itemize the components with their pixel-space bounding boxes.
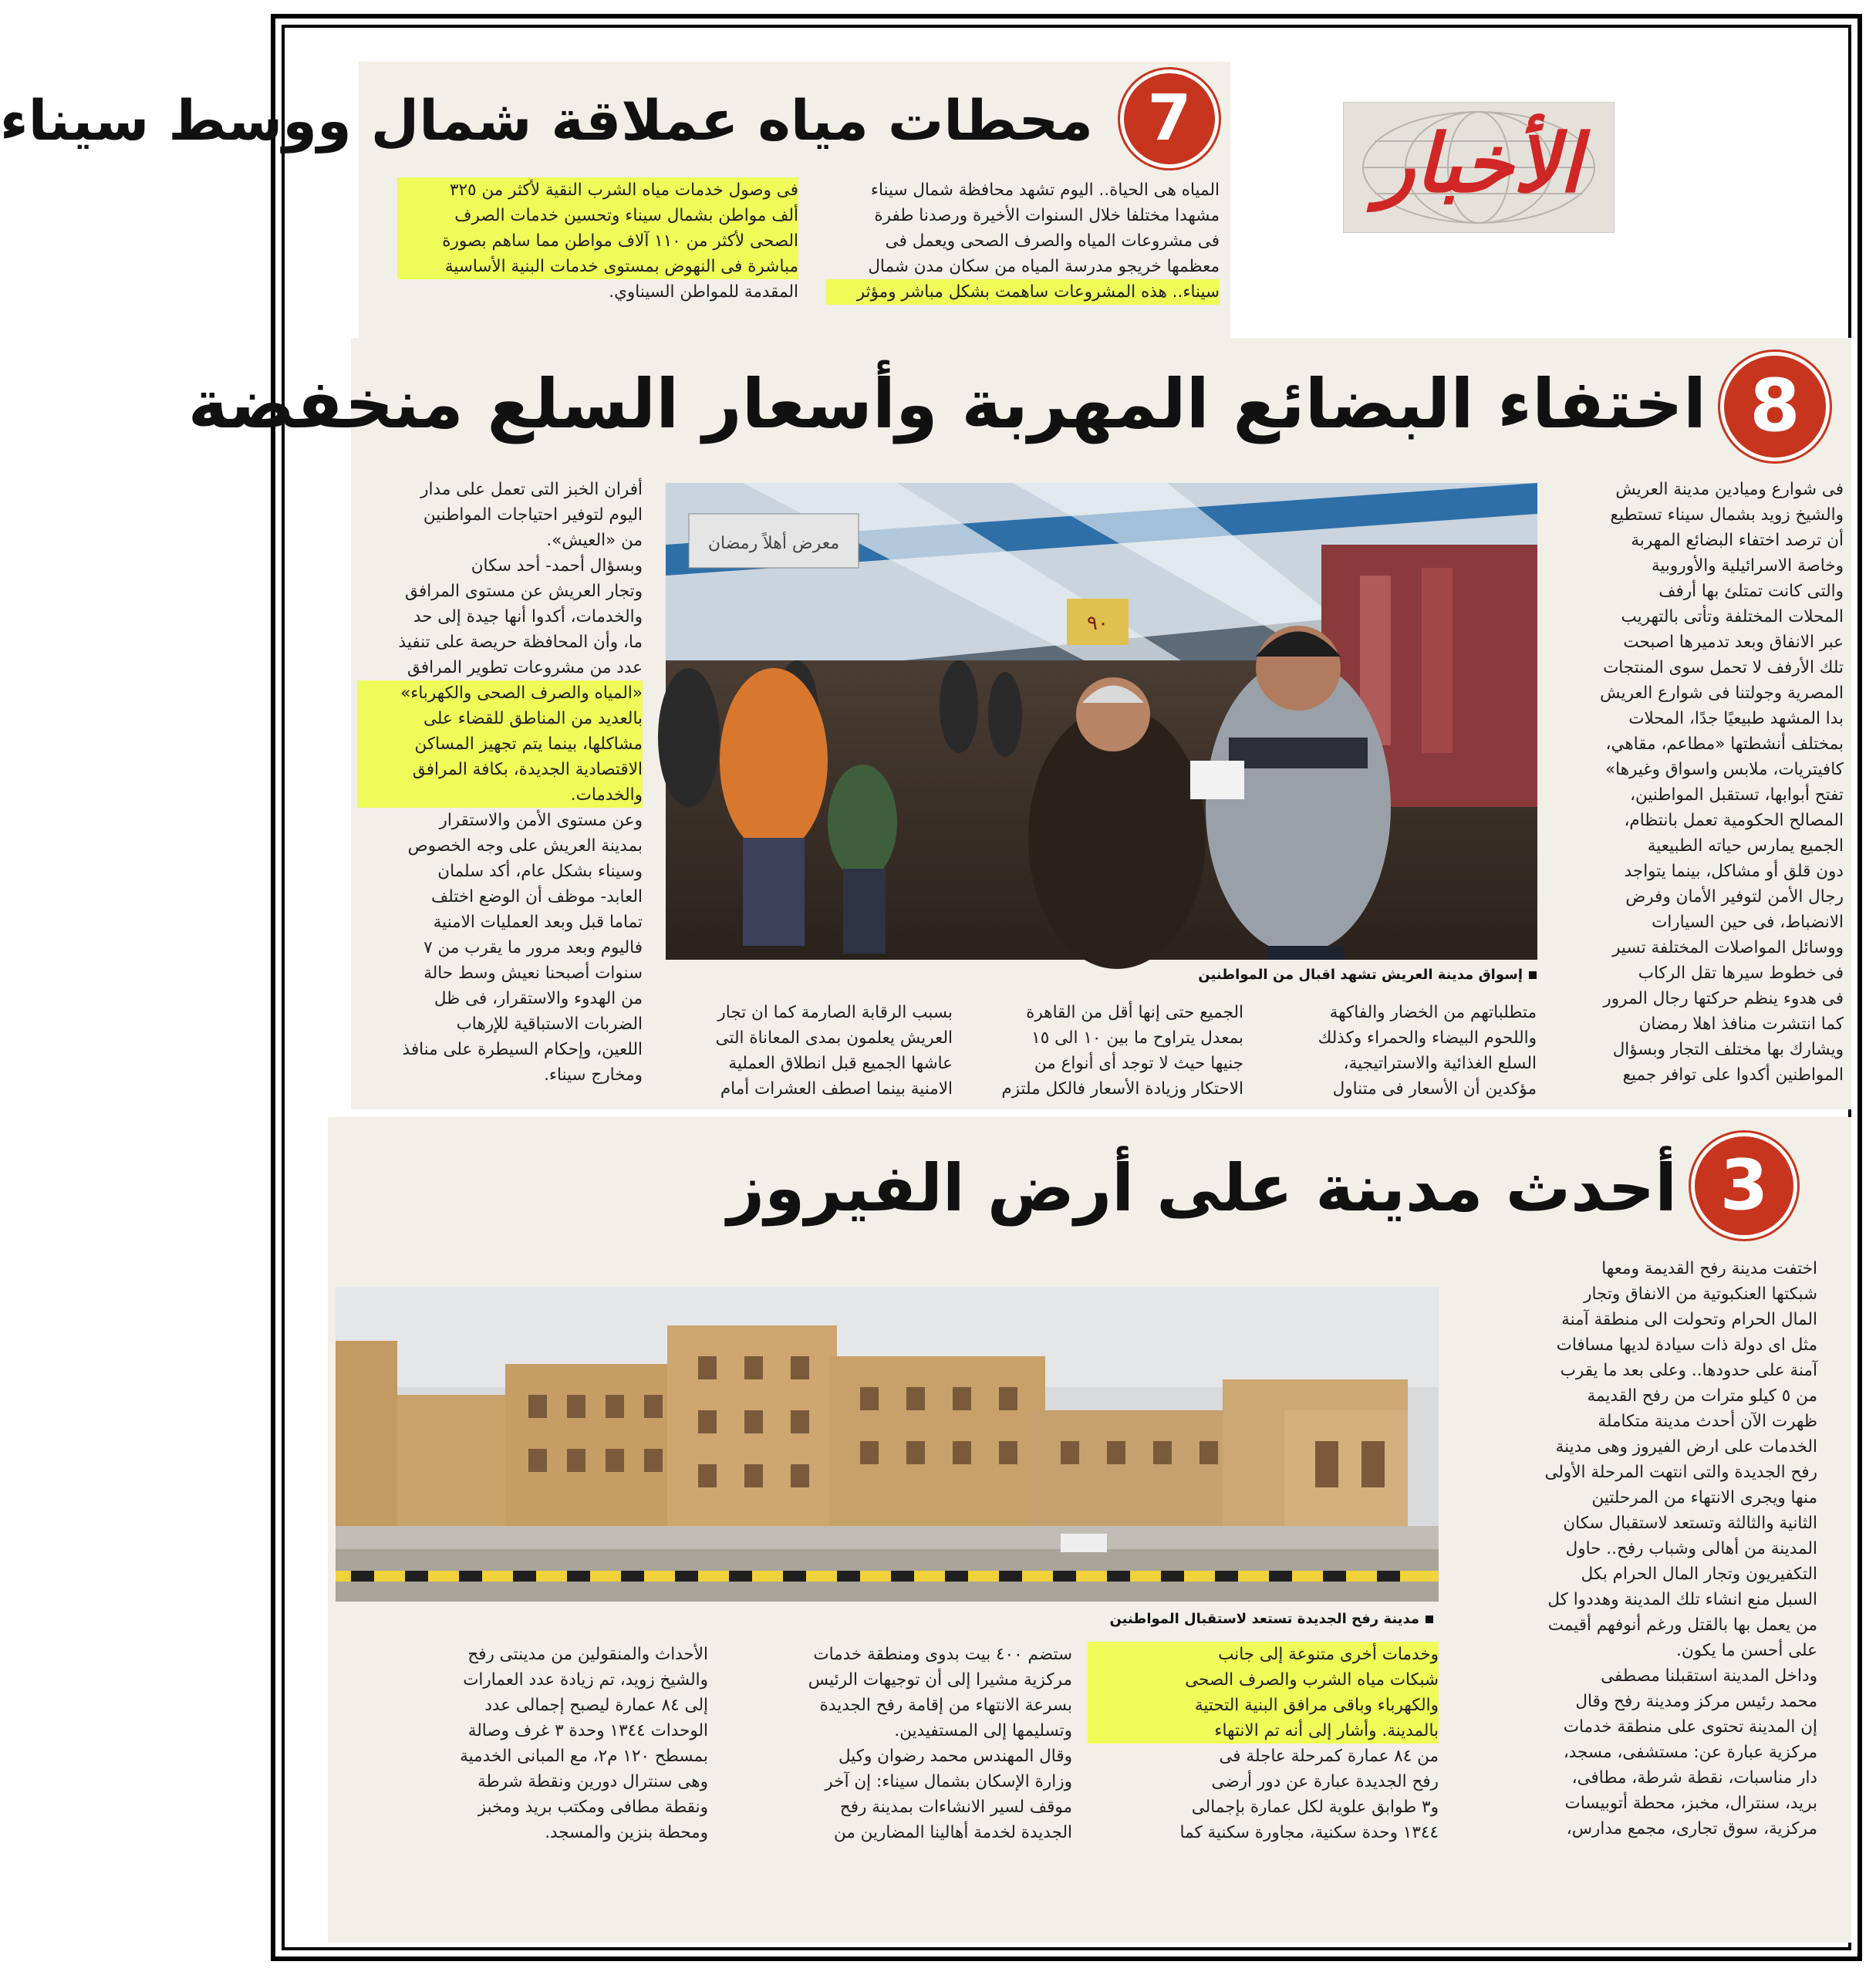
text-line: المصالح الحكومية تعمل بانتظام،: [1624, 811, 1844, 830]
price-tag: ٩٠: [1087, 612, 1108, 635]
text-line: اختفت مدينة رفح القديمة ومعها: [1601, 1259, 1817, 1278]
text-line-highlighted: بالعديد من المناطق للقضاء على: [357, 706, 643, 731]
text-line: وهى سنترال دورين ونقطة شرطة: [477, 1772, 708, 1791]
text-line: السلع الغذائية والاستراتيجية،: [1343, 1054, 1537, 1073]
market-scene: [666, 483, 1537, 960]
text-line: بسبب الرقابة الصارمة كما ان تجار: [717, 1003, 953, 1022]
text-line: بريد، سنترال، مخبز، محطة أتوبيسات: [1564, 1794, 1817, 1813]
text-line: أفران الخبز التى تعمل على مدار: [420, 480, 643, 499]
text-line: وعن مستوى الأمن والاستقرار: [439, 811, 643, 830]
newspaper-logo: [1343, 102, 1615, 233]
text-line: و٣ طوابق علوية لكل عمارة بإجمالى: [1191, 1798, 1439, 1817]
section-number-badge: 7: [1120, 69, 1219, 168]
body-column-left: [357, 477, 643, 1088]
text-line: من يعمل بها بالقتل ورغم أنوفهم أقيمت: [1547, 1615, 1817, 1635]
body-column-bottom-3: [666, 1000, 953, 1102]
text-line: من ٨٤ عمارة كمرحلة عاجلة فى: [1219, 1747, 1439, 1766]
text-line: فاليوم وبعد مرور ما يقرب من ٧: [423, 938, 643, 957]
text-line: من «العيش».: [546, 531, 643, 550]
text-line: ما، وأن المحافظة حريصة على تنفيذ: [398, 633, 643, 652]
section-number-badge: 3: [1691, 1133, 1797, 1239]
text-line-highlighted: الصحى لأكثر من ١١٠ آلاف مواطن مما ساهم بصورة: [397, 228, 798, 254]
caption-text: مدينة رفح الجديدة تستعد لاستقبال المواطنين: [1109, 1611, 1419, 1627]
text-line: دار مناسبات، نقطة شرطة، مطافى،: [1571, 1768, 1817, 1788]
text-line: وقال المهندس محمد رضوان وكيل: [838, 1747, 1072, 1766]
text-line: وبسؤال أحمد- أحد سكان: [471, 556, 643, 576]
text-line-highlighted: شبكات مياه الشرب والصرف الصحى: [1088, 1667, 1439, 1693]
text-line: ومحطة بنزين والمسجد.: [545, 1823, 708, 1842]
text-line: تلك الأرفف لا تحمل سوى المنتجات: [1603, 658, 1844, 677]
text-line: ظهرت الآن أحدث مدينة متكاملة: [1598, 1412, 1817, 1431]
text-line: وزارة الإسكان بشمال سيناء: إن آخر: [825, 1772, 1072, 1791]
text-line: العريش يعلمون بمدى المعاناة التى: [715, 1028, 953, 1048]
text-line: الجديدة لخدمة أهالينا المضارين من: [833, 1823, 1072, 1842]
text-line: فى مشروعات المياه والصرف الصحى ويعمل فى: [885, 231, 1220, 251]
text-line: المدينة من أهالى وشباب رفح.. حاول: [1565, 1539, 1817, 1558]
photo-caption: [1198, 967, 1537, 983]
text-line: الامنية بينما اصطف العشرات أمام: [720, 1079, 953, 1099]
text-line: ونقطة مطافى ومكتب بريد ومخبز: [477, 1798, 708, 1817]
text-line: عدد من مشروعات تطوير المرافق: [407, 658, 643, 677]
text-line-highlighted: ألف مواطن بشمال سيناء وتحسين خدمات الصرف: [397, 203, 798, 228]
text-line: والشيخ زويد بشمال سيناء تستطيع: [1610, 505, 1844, 525]
body-column-bottom-2: [970, 1000, 1243, 1102]
text-line: فى خطوط سيرها تقل الركاب: [1638, 964, 1844, 983]
text-line: اللعين، وإحكام السيطرة على منافذ: [402, 1040, 643, 1059]
text-line: اليوم لتوفير احتياجات المواطنين: [423, 505, 643, 525]
text-line: عاشها الجميع قبل انطلاق العملية: [728, 1054, 953, 1073]
text-line: ستضم ٤٠٠ بيت بدوى ومنطقة خدمات: [813, 1645, 1072, 1664]
text-line: إن المدينة تحتوى على منطقة خدمات: [1563, 1717, 1817, 1737]
text-line: إلى ٨٤ عمارة ليصبح إجمالى عدد: [484, 1696, 708, 1715]
text-line: كافيتريات، ملابس واسواق وغيرها»: [1604, 760, 1844, 779]
text-line: عبر الانفاق وبعد تدميرها اصبحت: [1623, 633, 1844, 652]
text-line: المصرية وجولتنا فى شوارع العريش: [1600, 684, 1844, 703]
text-line: شبكتها العنكبوتية من الانفاق وتجار: [1584, 1285, 1817, 1304]
article-7: [0, 62, 1230, 338]
text-line: موقف لسير الانشاءات بمدينة رفح: [839, 1798, 1072, 1817]
headline: أحدث مدينة على أرض الفيروز: [727, 1150, 1677, 1226]
text-line-highlighted: وخدمات أخرى متنوعة إلى جانب: [1088, 1642, 1439, 1667]
text-line: الأحداث والمنقولين من مدينتى رفح: [467, 1645, 708, 1664]
text-line: من ٥ كيلو مترات من رفح القديمة: [1587, 1386, 1817, 1406]
article-3: [328, 1117, 1851, 1943]
text-line-highlighted: الاقتصادية الجديدة، بكافة المرافق: [357, 757, 643, 782]
text-line: بمختلف أنشطتها «مطاعم، مقاهي،: [1605, 734, 1844, 754]
body-column-right: [1566, 477, 1844, 1088]
text-line: رفح الجديدة عبارة عن دور أرضى: [1211, 1772, 1439, 1791]
text-line: الجميع حتى إنها أقل من القاهرة: [1026, 1003, 1243, 1022]
text-line: معظمها خريجو مدرسة المياه من سكان مدن شمال: [868, 257, 1220, 276]
body-column-bottom-2: [725, 1642, 1072, 1845]
text-line: من الهدوء والاستقرار، فى ظل: [434, 989, 643, 1008]
text-line-highlighted: «المياه والصرف الصحى والكهرباء»: [357, 680, 643, 706]
body-column-left: [397, 177, 798, 305]
new-city-photo: [336, 1287, 1439, 1602]
text-line: ووسائل المواصلات المختلفة تسير: [1612, 938, 1844, 957]
text-line: دون قلق أو مشاكل، بينما يتواجد: [1624, 862, 1844, 881]
text-line: التكفيريون وتجار المال الحرام بكل: [1581, 1565, 1817, 1584]
text-line: السبل منع انشاء تلك المدينة وهددوا كل: [1547, 1590, 1817, 1609]
text-line: وتسليمها إلى المستفيدين.: [894, 1721, 1072, 1740]
text-line: تماما قبل وبعد العمليات الامنية: [433, 913, 643, 932]
text-line-highlighted: فى وصول خدمات مياه الشرب النقية لأكثر من ٣٢٥: [397, 177, 798, 203]
text-line: الانضباط، فى حين السيارات: [1652, 913, 1844, 932]
body-column-right: [1455, 1256, 1817, 1842]
text-line: بمعدل يتراوح ما بين ١٠ الى ١٥: [1031, 1028, 1243, 1048]
text-line: والتى كانت تمتلئ بها أرفف: [1658, 582, 1844, 601]
text-line-highlighted: مباشرة فى النهوض بمستوى خدمات البنية الأساسية: [397, 254, 798, 279]
text-line-highlighted: والخدمات.: [357, 782, 643, 808]
text-line: والخدمات، أكدوا أنها جيدة إلى حد: [413, 607, 643, 626]
logo-text: الأخبار: [1376, 116, 1581, 211]
text-line: آمنة على حدودها.. وعلى بعد ما يقرب: [1560, 1361, 1817, 1380]
text-line: الجميع يمارس حياته الطبيعية: [1647, 836, 1844, 856]
text-line: ويشارك بها مختلف التجار وبسؤال: [1612, 1040, 1844, 1059]
text-line: وتجار العريش عن مستوى المرافق: [405, 582, 643, 601]
text-line: منها ويجرى الانتهاء من المرحلتين: [1591, 1488, 1817, 1507]
text-line: ومخارج سيناء.: [544, 1065, 643, 1085]
text-line: جنيها حيث لا توجد أى أنواع من: [1034, 1054, 1243, 1073]
text-line: واللحوم البيضاء والحمراء وكذلك: [1318, 1028, 1537, 1048]
text-line: الثانية والثالثة وتستعد لاستقبال سكان: [1563, 1514, 1817, 1533]
text-line: المال الحرام وتحولت الى منطقة آمنة: [1561, 1310, 1817, 1329]
text-line-highlighted: سيناء.. هذه المشروعات ساهمت بشكل مباشر ومؤثر: [826, 279, 1220, 305]
text-line: ١٣٤٤ وحدة سكنية، مجاورة سكنية كما: [1179, 1823, 1439, 1842]
photo-caption: [1109, 1611, 1433, 1627]
text-line: وسيناء بشكل عام، أكد سلمان: [437, 862, 643, 881]
text-line: بدا المشهد طبيعيًا جدًا، المحلات: [1628, 709, 1844, 728]
text-line-highlighted: والكهرباء وباقى مرافق البنية التحتية: [1088, 1693, 1439, 1718]
text-line: متطلباتهم من الخضار والفاكهة: [1329, 1003, 1537, 1022]
text-line: الضربات الاستباقية للإرهاب: [456, 1015, 643, 1034]
body-column-right: [826, 177, 1220, 305]
text-line: المياه هى الحياة.. اليوم تشهد محافظة شمال سيناء: [870, 181, 1220, 200]
text-line: رفح الجديدة والتى انتهت المرحلة الأولى: [1544, 1463, 1817, 1482]
caption-bullet-icon: [1529, 971, 1537, 979]
body-column-bottom-3: [361, 1642, 708, 1845]
text-line: بمسطح ١٢٠ م٢، مع المبانى الخدمية: [460, 1747, 708, 1766]
text-line: كما انتشرت منافذ اهلا رمضان: [1638, 1015, 1844, 1034]
text-line: المحلات المختلفة وتأتى بالتهريب: [1621, 607, 1844, 626]
text-line: فى شوارع وميادين مدينة العريش: [1615, 480, 1844, 499]
text-line: على أحسن ما يكون.: [1676, 1641, 1817, 1660]
section-number-badge: 8: [1720, 352, 1830, 461]
text-line: مركزية، سوق تجارى، مجمع مدارس،: [1566, 1819, 1817, 1838]
text-line: الخدمات على ارض الفيروز وهى مدينة: [1555, 1437, 1817, 1457]
text-line: بمدينة العريش على وجه الخصوص: [407, 836, 643, 856]
text-line-highlighted: بالمدينة. وأشار إلى أنه تم الانتهاء: [1088, 1718, 1439, 1744]
text-line: محمد رئيس مركز ومدينة رفح وقال: [1575, 1692, 1817, 1711]
text-line: رجال الأمن لتوفير الأمان وفرض: [1625, 887, 1844, 906]
text-line: مؤكدين أن الأسعار فى متناول: [1332, 1079, 1537, 1099]
stall-sign: معرض أهلاً رمضان: [707, 534, 840, 553]
body-column-bottom-1: [1088, 1642, 1439, 1845]
text-line: العابد- موظف أن الوضع اختلف: [430, 887, 643, 906]
text-line: الاحتكار وزيادة الأسعار فالكل ملتزم: [1001, 1079, 1243, 1099]
text-line: بسرعة الانتهاء من إقامة رفح الجديدة: [819, 1696, 1072, 1715]
text-line: فى هدوء ينظم حركتها رجال المرور: [1603, 989, 1844, 1008]
body-column-bottom-1: [1263, 1000, 1537, 1102]
text-line: والشيخ زويد، تم زيادة عدد العمارات: [463, 1670, 708, 1690]
article-8: [187, 338, 1851, 1109]
text-line: المقدمة للمواطن السيناوي.: [609, 282, 798, 302]
headline: اختفاء البضائع المهربة وأسعار السلع منخفضة: [187, 364, 1706, 444]
text-line: مركزية مشيرا إلى أن توجيهات الرئيس: [808, 1670, 1072, 1690]
text-line: وداخل المدينة استقبلنا مصطفى: [1601, 1666, 1817, 1686]
text-line: مشهدا مختلفا خلال السنوات الأخيرة ورصدنا طفرة: [874, 206, 1220, 225]
market-photo: [666, 483, 1537, 960]
text-line: مركزية عبارة عن: مستشفى، مسجد،: [1563, 1743, 1817, 1762]
caption-bullet-icon: [1426, 1615, 1433, 1623]
text-line: الوحدات ١٣٤٤ وحدة ٣ غرف وصالة: [467, 1721, 708, 1740]
text-line: تفتح أبوابها، تستقبل المواطنين،: [1630, 785, 1844, 805]
text-line-highlighted: مشاكلها، بينما يتم تجهيز المساكن: [357, 731, 643, 757]
text-line: المواطنين أكدوا على توافر جميع: [1622, 1065, 1844, 1085]
text-line: سنوات أصبحنا نعيش وسط حالة: [423, 964, 643, 983]
buildings-scene: [336, 1287, 1439, 1602]
caption-text: إسواق مدينة العريش تشهد اقبال من المواطنين: [1198, 967, 1523, 983]
text-line: مثل اى دولة ذات سيادة لديها مسافات: [1556, 1335, 1817, 1355]
text-line: وخاصة الاسرائيلية والأوروبية: [1651, 556, 1844, 576]
text-line: أن ترصد اختفاء البضائع المهربة: [1631, 531, 1844, 550]
headline: محطات مياه عملاقة شمال ووسط سيناء: [0, 88, 1093, 153]
